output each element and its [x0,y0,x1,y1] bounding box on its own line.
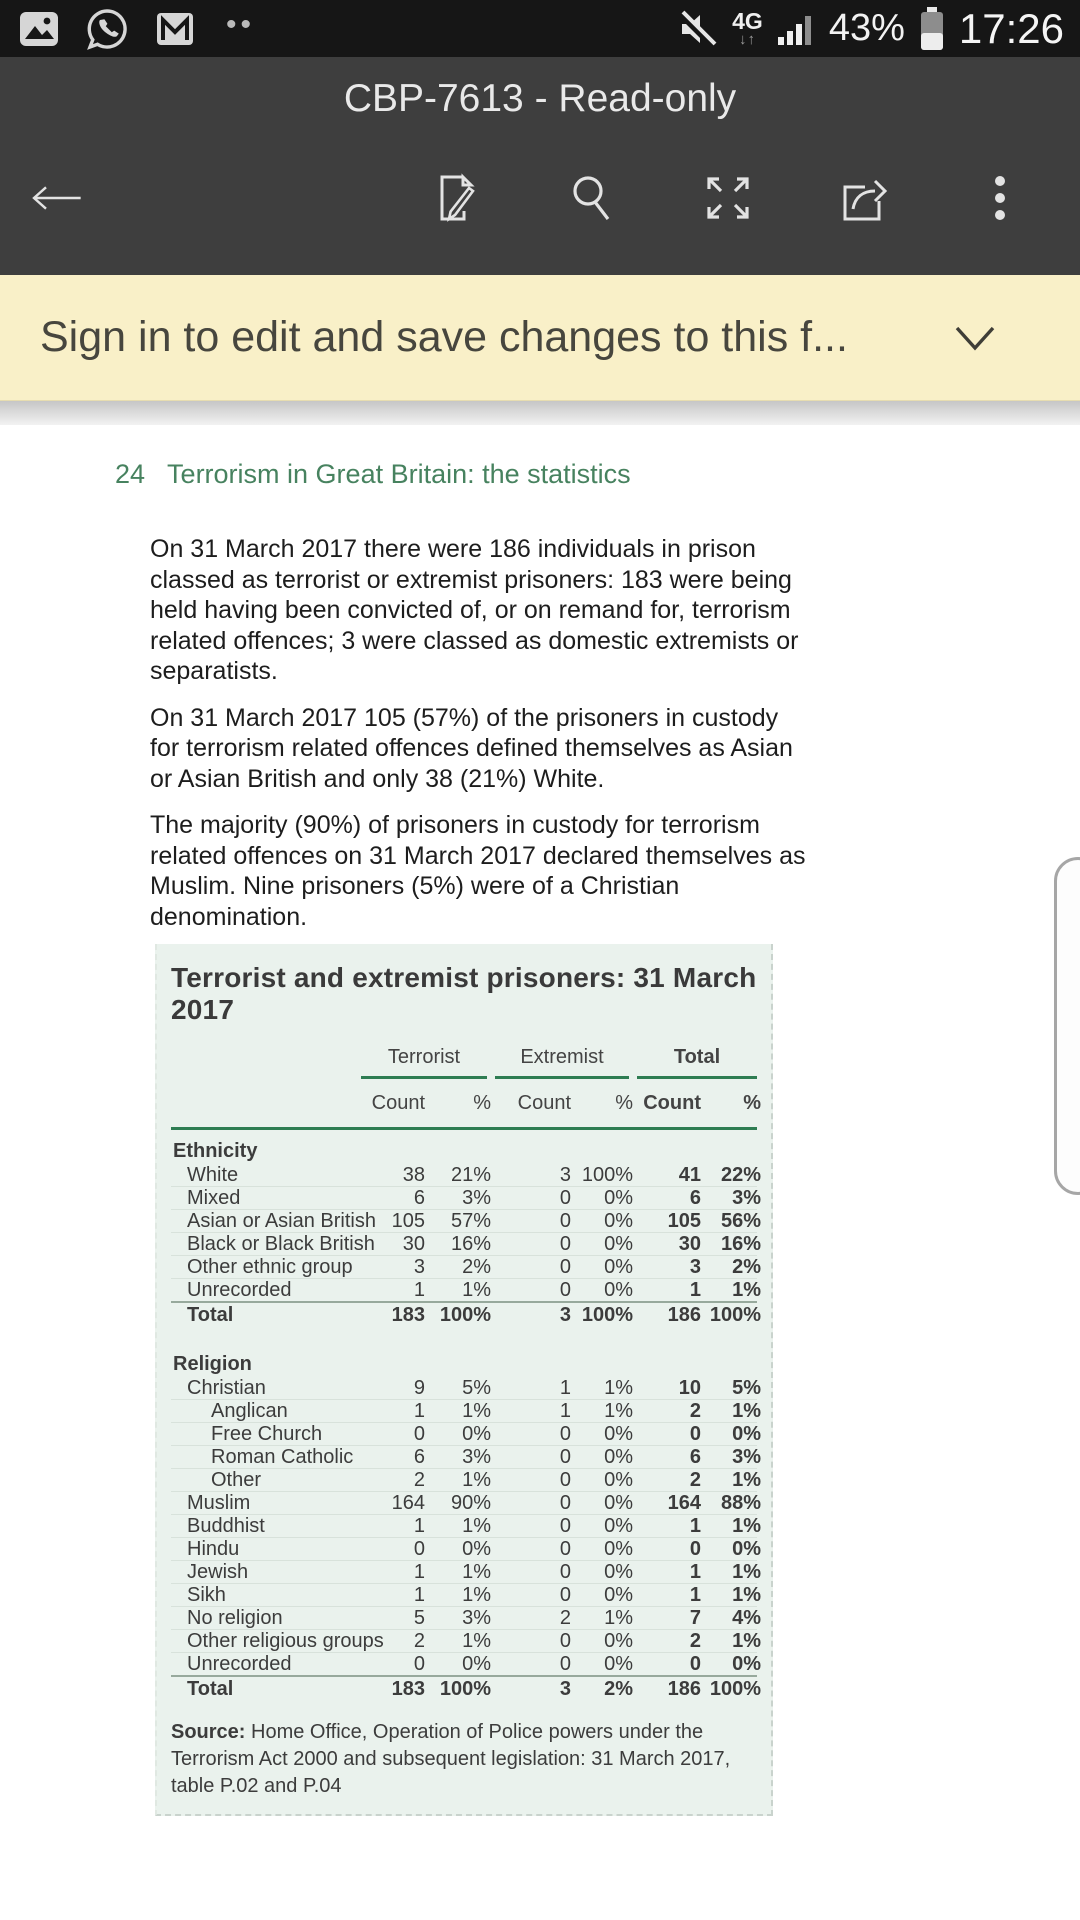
row-value: 0 [559,1210,571,1232]
document-title: CBP-7613 - Read-only [343,77,737,121]
row-value: 16% [720,1233,761,1255]
row-value: 41 [678,1164,701,1186]
toolbar [0,121,1080,275]
row-value: 22% [720,1164,761,1186]
banner-expand-button[interactable] [948,311,1002,365]
overflow-menu-button[interactable] [972,170,1028,226]
row-value: 90% [450,1492,491,1514]
row-value: 0 [689,1538,701,1560]
title-bar [0,57,1080,121]
row-label: Unrecorded [187,1279,292,1301]
row-value: 0 [559,1492,571,1514]
paragraph: The majority (90%) of prisoners in custody for terrorism related offences on 31 March 2017 declared themselves as Muslim. Nine prisoners (5%) were of a Christian denomination. [150,811,806,931]
row-value: 0 [559,1630,571,1652]
row-value: 5% [462,1377,491,1399]
row-value: 0% [604,1584,633,1606]
table-source [171,1719,757,1800]
row-value: 1% [732,1515,761,1537]
row-value: 88% [720,1492,761,1514]
row-value: 38 [402,1164,425,1186]
row-value: 1% [462,1469,491,1491]
row-value: 4% [732,1607,761,1629]
row-value: 0 [559,1446,571,1468]
row-label: Mixed [187,1187,241,1209]
source-text: Home Office, Operation of Police powers under the Terrorism Act 2000 and subsequent legislation: 31 March 2017, table P.02 and P.04 [171,1721,731,1797]
stats-table [155,944,773,1816]
row-value: 100% [581,1303,633,1326]
row-label: Unrecorded [187,1653,292,1675]
row-value: 3 [413,1256,425,1278]
row-value: 0% [604,1210,633,1232]
row-value: 0% [732,1423,761,1445]
section-heading [115,459,1080,490]
row-value: 30 [402,1233,425,1255]
row-value: 0% [604,1469,633,1491]
row-value: 0% [604,1653,633,1675]
row-value: 6 [413,1446,425,1468]
fullscreen-icon [701,171,755,225]
row-value: 3% [732,1446,761,1468]
row-label: White [187,1164,239,1186]
table-row [171,1164,761,1187]
row-value: 183 [391,1677,425,1700]
gallery-icon [16,6,62,52]
row-value: 0 [413,1423,425,1445]
table-row [171,1584,761,1607]
row-value: 3% [462,1607,491,1629]
table-row [171,1423,761,1446]
row-value: 5% [732,1377,761,1399]
table-section-header: Ethnicity [173,1139,258,1162]
row-value: 3 [689,1256,701,1278]
whatsapp-icon [84,6,130,52]
scrollbar-thumb[interactable] [1054,857,1080,1195]
table-row [171,1469,761,1492]
row-label: Other ethnic group [187,1256,353,1278]
row-label: No religion [187,1607,283,1629]
row-value: 0 [689,1423,701,1445]
row-value: 5 [413,1607,425,1629]
row-label: Anglican [211,1400,288,1422]
table-row [171,1210,761,1233]
row-label: Jewish [187,1561,249,1583]
row-value: 105 [391,1210,425,1232]
row-value: 100% [439,1303,491,1326]
row-value: 1% [462,1561,491,1583]
row-value: 100% [439,1677,491,1700]
row-value: 1 [559,1377,571,1399]
row-value: 0 [559,1653,571,1675]
row-value: 0 [559,1423,571,1445]
row-label: Free Church [211,1423,323,1445]
share-icon [837,171,891,225]
paragraph: On 31 March 2017 there were 186 individuals in prison classed as terrorist or extremist prisoners: 183 were being held having been convicted of, or on remand for, terrorism related offences; 3 were classed as domestic extremists or separatists. [150,535,799,685]
row-value: 0 [559,1584,571,1606]
row-value: 2% [462,1256,491,1278]
table-row [171,1187,761,1210]
row-value: 0% [604,1423,633,1445]
section-page-number: 24 [115,459,146,489]
row-value: 3% [732,1187,761,1209]
row-value: 0% [604,1630,633,1652]
row-value: 1 [689,1515,701,1537]
row-value: 0% [462,1538,491,1560]
row-value: 0 [559,1256,571,1278]
edit-button[interactable] [428,170,484,226]
row-value: 1% [732,1469,761,1491]
row-value: 0 [689,1653,701,1675]
row-value: 1 [413,1584,425,1606]
row-value: 3% [462,1187,491,1209]
table-row [171,1630,761,1653]
table-section-gap [171,1327,757,1351]
row-label: Sikh [187,1584,226,1606]
row-value: 2% [732,1256,761,1278]
group-underlines [171,1076,757,1079]
row-value: 56% [720,1210,761,1232]
table-row [171,1279,761,1302]
stats-table-title: Terrorist and extremist prisoners: 31 March 2017 [171,962,757,1025]
row-value: 0% [604,1256,633,1278]
row-value: 0 [559,1538,571,1560]
edit-icon [429,171,483,225]
row-label: Other [211,1469,262,1491]
row-value: 2% [604,1677,633,1700]
table-row [171,1653,761,1676]
row-value: 100% [709,1677,761,1700]
row-value: 0 [413,1538,425,1560]
row-value: 2 [689,1469,701,1491]
row-value: 16% [450,1233,491,1255]
row-value: 1% [604,1400,633,1422]
row-value: 186 [667,1677,701,1700]
row-value: 186 [667,1303,701,1326]
row-value: 1 [689,1561,701,1583]
row-value: 3 [559,1677,571,1700]
row-value: 1 [689,1584,701,1606]
table-row [171,1233,761,1256]
row-value: 1% [732,1584,761,1606]
row-value: 7 [689,1607,701,1629]
row-label: Hindu [187,1538,240,1560]
group-total: Total [673,1046,721,1068]
search-button[interactable] [564,170,620,226]
row-value: 105 [667,1210,701,1232]
row-value: 9 [413,1377,425,1399]
row-value: 0% [462,1423,491,1445]
group-terrorist: Terrorist [387,1046,461,1068]
row-value: 3 [559,1303,571,1326]
document-page [0,459,1080,1920]
row-value: 1 [413,1279,425,1301]
row-value: 0 [559,1469,571,1491]
row-label: Asian or Asian British [187,1210,376,1232]
battery-icon [918,5,946,53]
row-value: 0% [604,1538,633,1560]
row-label: Christian [187,1377,266,1399]
table-header-rule [171,1127,757,1130]
row-value: 0% [604,1515,633,1537]
row-value: 30 [678,1233,701,1255]
row-value: 3% [462,1446,491,1468]
row-value: 1% [732,1630,761,1652]
table-row [171,1446,761,1469]
table-row [171,1256,761,1279]
row-value: 2 [559,1607,571,1629]
table-row [171,1400,761,1423]
row-value: 6 [413,1187,425,1209]
row-value: 0% [604,1233,633,1255]
signal-icon [776,9,816,49]
row-label: Total [187,1677,234,1700]
row-value: 0 [559,1187,571,1209]
share-button[interactable] [836,170,892,226]
row-value: 1 [413,1515,425,1537]
row-value: 0% [732,1653,761,1675]
row-value: 2 [413,1630,425,1652]
row-value: 0 [559,1515,571,1537]
table-row [171,1301,761,1327]
row-value: 0 [559,1279,571,1301]
table-row [171,1675,761,1701]
row-label: Black or Black British [187,1233,375,1255]
fullscreen-button[interactable] [700,170,756,226]
row-value: 1 [689,1279,701,1301]
row-value: 0% [604,1187,633,1209]
row-value: 0 [559,1233,571,1255]
row-value: 1% [604,1377,633,1399]
table-row [171,1492,761,1515]
table-row [171,1377,761,1400]
row-value: 0 [559,1561,571,1583]
table-row [171,1515,761,1538]
row-value: 1 [413,1400,425,1422]
row-label: Total [187,1303,234,1326]
gmail-icon [152,6,198,52]
network-4g-icon: 4G ↓↑ [732,8,763,48]
row-label: Buddhist [187,1515,265,1537]
row-value: 100% [709,1303,761,1326]
row-value: 1% [604,1607,633,1629]
group-extremist: Extremist [520,1046,604,1068]
row-value: 2 [413,1469,425,1491]
table-rows [171,1138,761,1701]
row-value: 2 [689,1400,701,1422]
row-value: 1% [462,1400,491,1422]
table-sub-headers: Count % Count % Count % [371,1092,761,1114]
row-value: 1% [732,1561,761,1583]
row-value: 57% [450,1210,491,1232]
sign-in-banner-text: Sign in to edit and save changes to this f... [40,313,848,361]
row-value: 0% [604,1561,633,1583]
status-clock: 17:26 [958,4,1064,52]
mute-icon [675,7,719,51]
table-row [171,1561,761,1584]
chevron-down-icon [953,324,997,352]
back-arrow-icon [30,176,86,220]
back-button[interactable] [30,170,86,226]
row-value: 0% [604,1446,633,1468]
row-value: 1 [413,1561,425,1583]
row-label: Muslim [187,1492,251,1514]
row-value: 21% [450,1164,491,1186]
row-value: 0% [462,1653,491,1675]
row-value: 1% [462,1630,491,1652]
sign-in-banner[interactable] [0,275,1080,401]
source-label: Source: [171,1721,246,1743]
row-value: 0% [604,1279,633,1301]
notification-overflow-dots: •• [226,7,256,41]
paragraph: On 31 March 2017 105 (57%) of the prisoners in custody for terrorism related offences defined themselves as Asian or Asian British and only 38 (21%) White. [150,703,793,793]
row-value: 2 [689,1630,701,1652]
table-column-groups [171,1046,757,1069]
row-value: 183 [391,1303,425,1326]
row-value: 164 [667,1492,701,1514]
row-label: Roman Catholic [211,1446,354,1468]
overflow-menu-icon [992,171,1008,225]
row-value: 1 [559,1400,571,1422]
row-value: 6 [689,1187,701,1209]
row-value: 1% [462,1279,491,1301]
row-value: 3 [559,1164,571,1186]
battery-percent: 43% [828,7,905,49]
page-top-shadow [0,401,1080,425]
row-value: 0% [732,1538,761,1560]
row-value: 1% [462,1584,491,1606]
row-value: 1% [462,1515,491,1537]
status-bar [0,0,1080,57]
row-value: 0 [413,1653,425,1675]
search-icon [565,171,619,225]
section-title: Terrorism in Great Britain: the statistics [167,459,631,489]
table-row [171,1607,761,1630]
table-row [171,1538,761,1561]
table-section-header: Religion [173,1352,252,1375]
row-label: Other religious groups [187,1630,384,1652]
row-value: 10 [678,1377,701,1399]
row-value: 0% [604,1492,633,1514]
row-value: 6 [689,1446,701,1468]
row-value: 100% [581,1164,633,1186]
document-body [150,534,814,932]
row-value: 164 [391,1492,425,1514]
row-value: 1% [732,1400,761,1422]
row-value: 1% [732,1279,761,1301]
